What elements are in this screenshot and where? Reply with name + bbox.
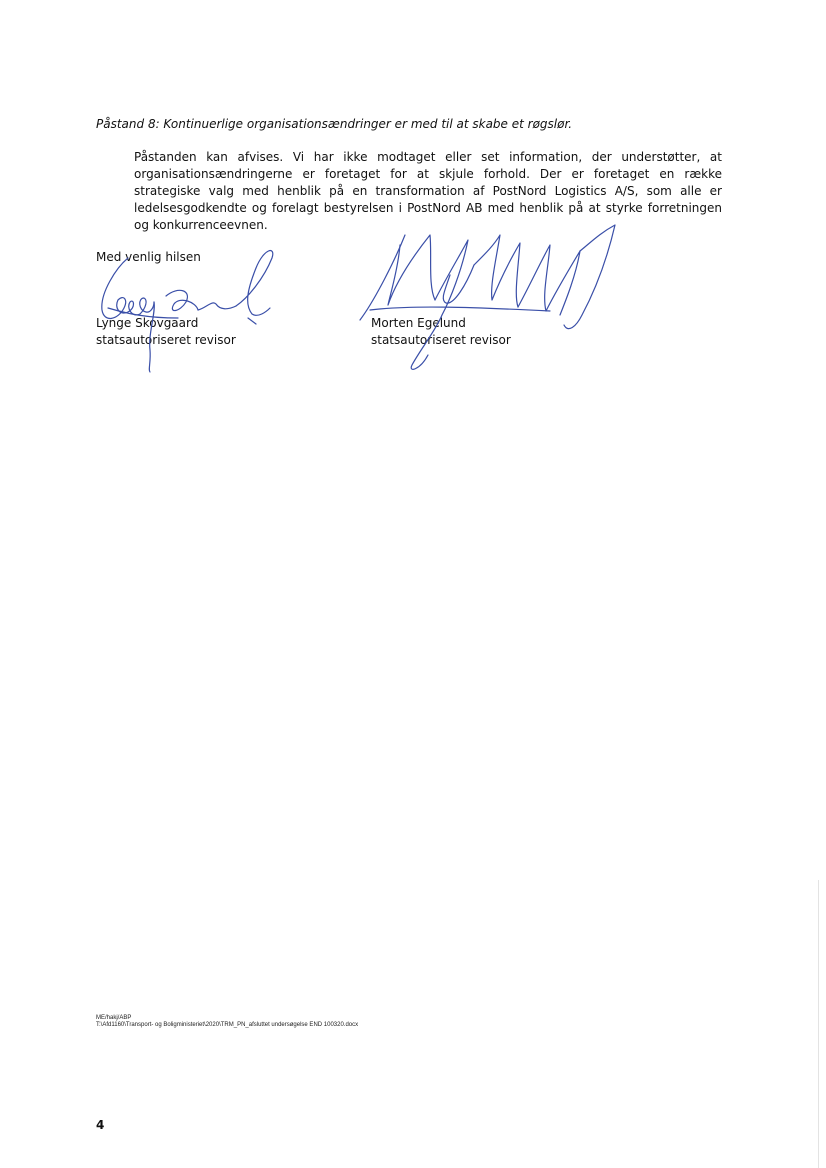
page-number: 4 bbox=[96, 1118, 105, 1132]
signer-block-left bbox=[96, 315, 236, 349]
signer-block-right bbox=[371, 315, 511, 349]
signer-title: statsautoriseret revisor bbox=[371, 333, 511, 347]
document-file-path: T:\Afd1160\Transport- og Boligministeriet\2020\TRM_PN_afsluttet undersøgelse END 100320.docx bbox=[96, 1022, 359, 1028]
signature-right-icon bbox=[350, 215, 630, 375]
closing-greeting: Med venlig hilsen bbox=[96, 250, 201, 264]
signer-name: Morten Egelund bbox=[371, 316, 466, 330]
section-heading: Påstand 8: Kontinuerlige organisationsændringer er med til at skabe et røgslør. bbox=[96, 117, 573, 131]
signer-name: Lynge Skovgaard bbox=[96, 316, 199, 330]
document-initials: ME/hakj/ABP bbox=[96, 1015, 132, 1021]
document-reference bbox=[96, 1015, 358, 1029]
signer-title: statsautoriseret revisor bbox=[96, 333, 236, 347]
body-paragraph: Påstanden kan afvises. Vi har ikke modtaget eller set information, der understøtter, at organisationsændringerne er foretaget for at skjule forhold. Der er foretaget en række strategiske valg med henblik på en transformation af PostNord Logistics A/S, som alle er ledelsesgodkendte og forelagt bestyrelsen i PostNord AB med henblik på at styrke forretningen og konkurrenceevnen. bbox=[134, 150, 722, 232]
page-edge-divider bbox=[818, 880, 819, 1168]
